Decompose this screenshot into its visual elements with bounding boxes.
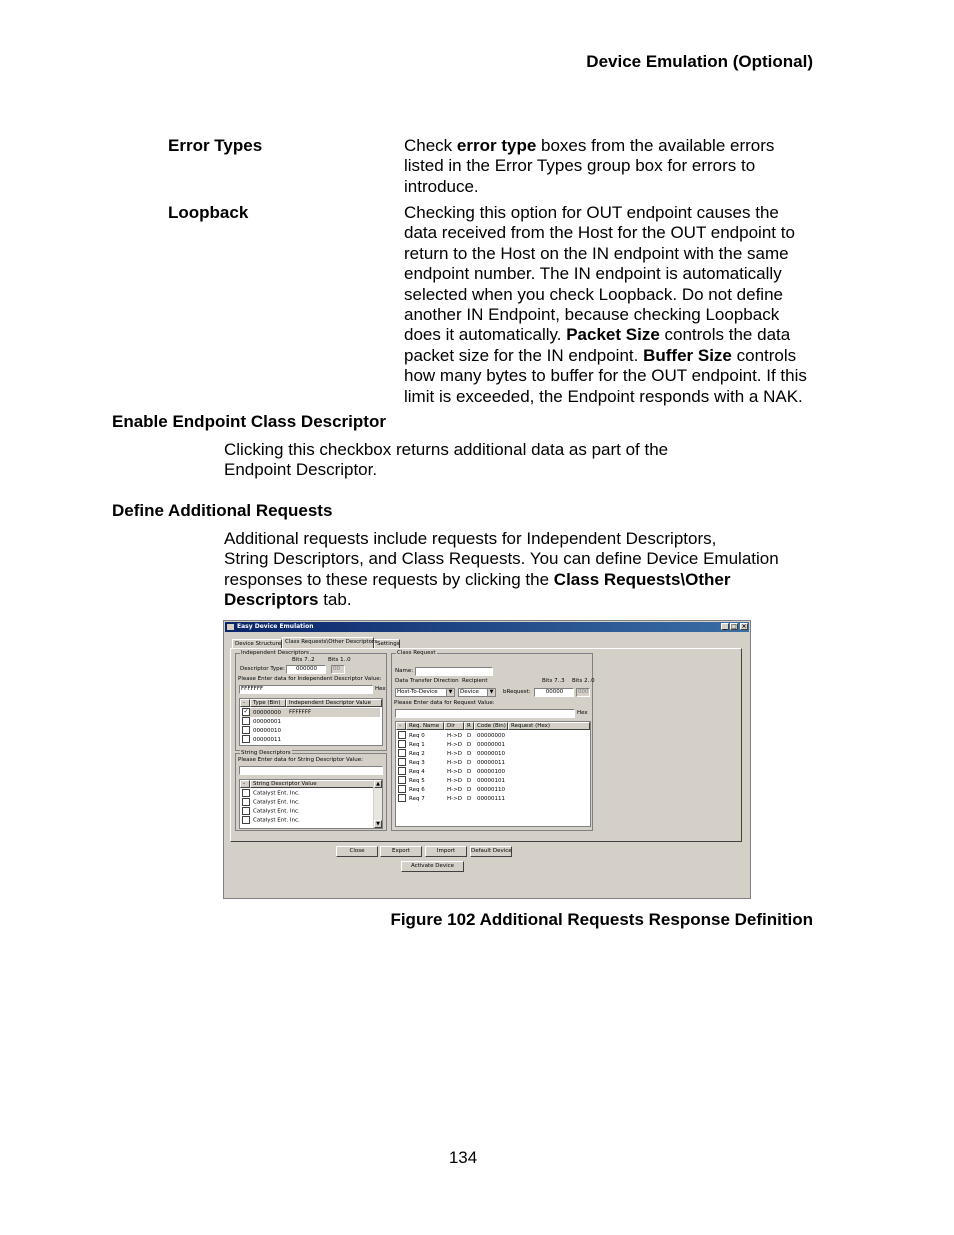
col-req-blank[interactable]: -: [396, 722, 406, 730]
tab-device-structure[interactable]: Device Structure: [232, 639, 282, 648]
row-checkbox[interactable]: [242, 816, 250, 824]
descriptor-type-low-input[interactable]: 00: [331, 665, 345, 674]
row-checkbox[interactable]: [398, 731, 406, 739]
table-row[interactable]: [398, 740, 511, 749]
req-r-cell: D: [467, 759, 472, 766]
text-line: String Descriptors, and Class Requests. You can define Device Emulation: [224, 549, 779, 569]
class-request-group-label: Class Request: [397, 650, 436, 656]
row-checkbox[interactable]: [242, 735, 250, 743]
col-independent-value[interactable]: Independent Descriptor Value: [286, 699, 382, 707]
row-checkbox[interactable]: ✓: [243, 708, 249, 715]
table-row[interactable]: [242, 807, 300, 816]
table-row[interactable]: [398, 731, 511, 740]
text-line: limit is exceeded, the Endpoint responds with a NAK.: [404, 386, 803, 406]
text-line: responses to these requests by clicking the Class Requests\Other: [224, 569, 731, 589]
row-checkbox[interactable]: [398, 749, 406, 757]
window-title: Easy Device Emulation: [237, 623, 314, 630]
def-loopback: [404, 203, 807, 407]
bits-2-0-label: Bits 2..0: [572, 678, 595, 684]
maximize-button[interactable]: □: [731, 623, 737, 630]
row-checkbox[interactable]: [398, 785, 406, 793]
text-line: packet size for the IN endpoint. Buffer Size controls: [404, 345, 797, 365]
independent-descriptors-group: [235, 650, 387, 751]
text-line: selected when you check Loopback. Do not define: [404, 284, 783, 304]
tab-panel: [230, 648, 742, 842]
req-code-cell: 00000010: [477, 750, 505, 757]
req-r-cell: D: [467, 741, 472, 748]
direction-select[interactable]: [395, 688, 455, 697]
bits-7-2-label: Bits 7..2: [292, 657, 315, 663]
direction-value: Host-To-Device: [397, 689, 438, 695]
col-req-code[interactable]: Code (Bin): [474, 722, 508, 730]
req-r-cell: D: [467, 750, 472, 757]
req-name-cell: Req 1: [409, 741, 425, 748]
col-req-r[interactable]: R: [464, 722, 474, 730]
req-name-cell: Req 4: [409, 768, 425, 775]
req-code-cell: 00000001: [477, 741, 505, 748]
text-line: Additional requests include requests for Independent Descriptors,: [224, 529, 717, 548]
table-row[interactable]: [242, 816, 300, 825]
req-name-cell: Req 2: [409, 750, 425, 757]
text-line: Checking this option for OUT endpoint causes the: [404, 203, 779, 222]
minimize-button[interactable]: _: [721, 623, 729, 630]
table-row[interactable]: [242, 789, 300, 798]
descriptor-type-input[interactable]: 000000: [286, 665, 326, 674]
text-line: Check error type boxes from the available errors: [404, 136, 775, 155]
table-row[interactable]: [242, 708, 380, 717]
activate-device-button[interactable]: Activate Device: [401, 861, 464, 872]
table-row[interactable]: [242, 717, 289, 726]
req-dir-cell: H->D: [447, 777, 462, 784]
type-cell: 00000010: [253, 727, 281, 734]
close-button[interactable]: Close: [336, 846, 378, 857]
text-line: data received from the Host for the OUT endpoint to: [404, 223, 795, 243]
close-window-button[interactable]: ×: [741, 623, 747, 630]
string-cell: Catalyst Ent. Inc.: [253, 808, 300, 815]
col-string-value[interactable]: String Descriptor Value: [250, 780, 374, 788]
table-row[interactable]: [242, 735, 289, 744]
text-line: how many bytes to buffer for the OUT endpoint. If this: [404, 366, 807, 386]
term-error-types: Error Types: [168, 136, 263, 155]
row-checkbox[interactable]: [398, 776, 406, 784]
col-req-hex[interactable]: Request (Hex): [508, 722, 590, 730]
row-checkbox[interactable]: [242, 807, 250, 815]
row-checkbox[interactable]: [242, 717, 250, 725]
text-line: another IN Endpoint, because checking Loopback: [404, 305, 780, 325]
independent-prompt: Please Enter data for Independent Descriptor Value:: [238, 676, 382, 682]
req-dir-cell: H->D: [447, 741, 462, 748]
col-string-blank[interactable]: -: [240, 780, 250, 788]
string-group-label: String Descriptors: [241, 750, 291, 756]
value-cell: FFFFFFF: [289, 709, 312, 716]
req-code-cell: 00000100: [477, 768, 505, 775]
descriptor-type-label: Descriptor Type:: [240, 666, 285, 672]
brequest-label: bRequest:: [503, 689, 531, 695]
heading-define-requests: Define Additional Requests: [112, 501, 333, 520]
table-row[interactable]: [398, 785, 511, 794]
row-checkbox[interactable]: [398, 794, 406, 802]
independent-hex-label: Hex: [375, 686, 386, 692]
row-checkbox[interactable]: [398, 740, 406, 748]
req-code-cell: 00000101: [477, 777, 505, 784]
class-request-group: [391, 650, 595, 831]
string-value-input[interactable]: [239, 766, 383, 775]
heading-enable-endpoint: Enable Endpoint Class Descriptor: [112, 412, 386, 431]
independent-list[interactable]: [239, 698, 383, 746]
req-dir-cell: H->D: [447, 759, 462, 766]
string-cell: Catalyst Ent. Inc.: [253, 799, 300, 806]
page-number: 134: [448, 1148, 478, 1167]
term-loopback: Loopback: [168, 203, 249, 222]
req-name-cell: Req 3: [409, 759, 425, 766]
col-type-bin[interactable]: Type (Bin): [250, 699, 286, 707]
col-req-name[interactable]: Req. Name: [406, 722, 444, 730]
text-line: Endpoint Descriptor.: [224, 460, 378, 480]
req-code-cell: 00000000: [477, 732, 505, 739]
class-request-list[interactable]: [395, 721, 591, 827]
independent-group-label: Independent Descriptors: [241, 650, 310, 656]
text-line: does it automatically. Packet Size controls the data: [404, 325, 791, 345]
req-r-cell: D: [467, 795, 472, 802]
text-line: Clicking this checkbox returns additional data as part of the: [224, 440, 669, 459]
req-r-cell: D: [467, 732, 472, 739]
req-dir-cell: H->D: [447, 750, 462, 757]
table-row[interactable]: [398, 794, 511, 803]
default-device-button[interactable]: Default Device: [470, 846, 512, 857]
request-hex-label: Hex: [577, 710, 588, 716]
text-line: return to the Host on the IN endpoint with the same: [404, 243, 789, 263]
req-name-cell: Req 0: [409, 732, 425, 739]
string-prompt: Please Enter data for String Descriptor Value:: [238, 757, 363, 763]
tab-settings[interactable]: Settings: [374, 639, 400, 648]
req-code-cell: 00000111: [477, 795, 505, 802]
type-cell: 00000011: [253, 736, 281, 743]
text-line: endpoint number. The IN endpoint is automatically: [404, 264, 782, 284]
req-dir-cell: H->D: [447, 732, 462, 739]
direction-label: Data Transfer Direction: [395, 678, 459, 684]
req-code-cell: 00000110: [477, 786, 505, 793]
request-prompt: Please Enter data for Request Value:: [394, 700, 495, 706]
app-icon: [227, 624, 234, 630]
req-dir-cell: H->D: [447, 786, 462, 793]
def-error-types: [404, 136, 774, 197]
string-cell: Catalyst Ent. Inc.: [253, 790, 300, 797]
easy-device-emulation-window: [223, 620, 751, 899]
title-bar: [225, 622, 749, 632]
row-checkbox[interactable]: [242, 789, 250, 797]
type-cell: 00000000: [253, 709, 281, 716]
figure-caption: Figure 102 Additional Requests Response Definition: [390, 910, 813, 929]
request-name-input[interactable]: [415, 667, 493, 676]
string-list[interactable]: [239, 779, 383, 829]
recipient-select[interactable]: [458, 688, 496, 697]
text-line: Descriptors tab.: [224, 590, 352, 610]
para-enable-endpoint: [224, 440, 668, 481]
import-button[interactable]: Import: [425, 846, 467, 857]
table-row[interactable]: [242, 798, 300, 807]
request-value-input[interactable]: [395, 709, 575, 718]
table-row[interactable]: [398, 767, 511, 776]
chevron-down-icon: ▼: [487, 689, 495, 696]
independent-value-input[interactable]: FFFFFFF: [239, 685, 373, 694]
table-row[interactable]: [398, 758, 511, 767]
req-r-cell: D: [467, 786, 472, 793]
req-r-cell: D: [467, 777, 472, 784]
table-row[interactable]: [242, 726, 289, 735]
tab-class-requests[interactable]: Class Requests\Other Descriptors: [282, 637, 374, 648]
req-name-cell: Req 7: [409, 795, 425, 802]
req-dir-cell: H->D: [447, 795, 462, 802]
row-checkbox[interactable]: [242, 798, 250, 806]
bits-1-0-label: Bits 1..0: [328, 657, 351, 663]
brequest-input[interactable]: 00000: [534, 688, 574, 697]
table-row[interactable]: [398, 776, 511, 785]
text-line: listed in the Error Types group box for errors to: [404, 156, 756, 176]
scroll-up-icon[interactable]: ▲: [374, 780, 382, 788]
string-descriptors-group: [235, 750, 387, 831]
brequest-low-input[interactable]: 000: [578, 689, 589, 695]
name-label: Name:: [395, 668, 414, 674]
string-cell: Catalyst Ent. Inc.: [253, 817, 300, 824]
recipient-label: Recipient: [462, 678, 488, 684]
req-name-cell: Req 5: [409, 777, 425, 784]
req-name-cell: Req 6: [409, 786, 425, 793]
col-blank[interactable]: -: [240, 699, 250, 707]
string-list-scrollbar[interactable]: [373, 780, 382, 828]
scroll-down-icon[interactable]: ▼: [374, 820, 382, 828]
chevron-down-icon: ▼: [446, 689, 454, 696]
req-r-cell: D: [467, 768, 472, 775]
row-checkbox[interactable]: [242, 726, 250, 734]
row-checkbox[interactable]: [398, 767, 406, 775]
export-button[interactable]: Export: [380, 846, 422, 857]
text-line: introduce.: [404, 176, 479, 196]
table-row[interactable]: [398, 749, 511, 758]
recipient-value: Device: [460, 689, 479, 695]
req-code-cell: 00000011: [477, 759, 505, 766]
type-cell: 00000001: [253, 718, 281, 725]
running-header: Device Emulation (Optional): [586, 52, 813, 71]
col-req-dir[interactable]: Dir: [444, 722, 464, 730]
para-define-requests: [224, 529, 779, 611]
req-dir-cell: H->D: [447, 768, 462, 775]
bits-7-3-label: Bits 7..3: [542, 678, 565, 684]
row-checkbox[interactable]: [398, 758, 406, 766]
